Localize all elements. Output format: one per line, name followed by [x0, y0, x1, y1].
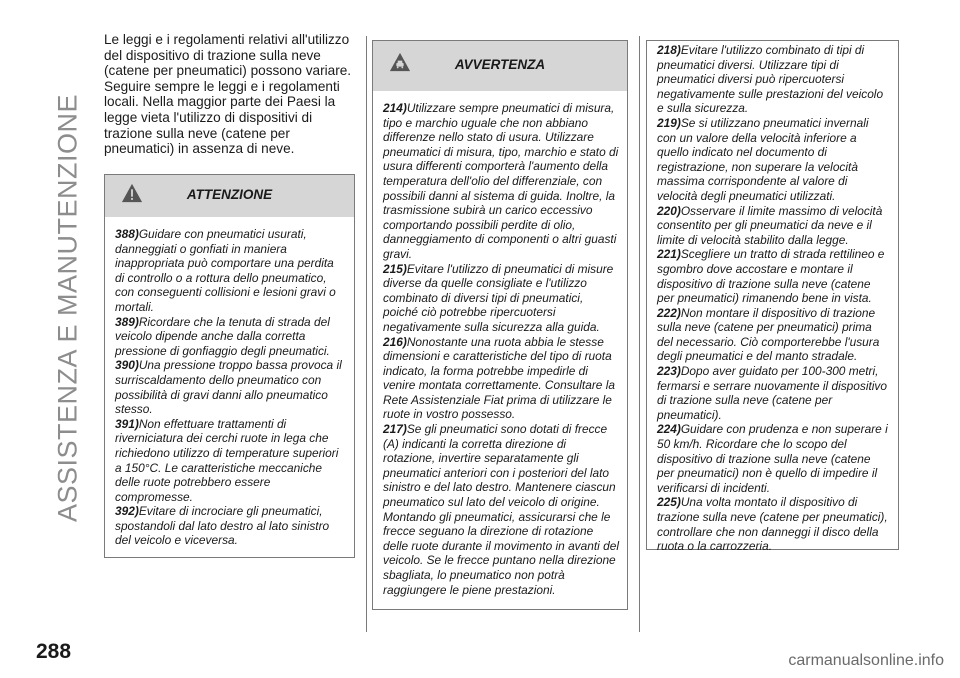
note-number: 215) — [383, 261, 407, 276]
column-divider-right — [639, 36, 640, 632]
avvertenza-box — [372, 40, 628, 610]
note-number: 220) — [657, 203, 681, 218]
note-item — [115, 227, 346, 315]
note-number: 216) — [383, 334, 407, 349]
avvertenza-title: AVVERTENZA — [454, 57, 546, 72]
note-item — [115, 504, 346, 548]
avvertenza-header — [373, 41, 627, 91]
page-number: 288 — [36, 640, 72, 663]
note-number: 221) — [657, 247, 681, 262]
note-item — [657, 204, 890, 248]
note-text: Non effettuare trattamenti di riverniciatura dei cerchi ruote in lega che richiedono utilizzo di temperature superiori a 150°C. Le caratteristiche meccaniche delle ruote potrebbero essere compromesse. — [115, 416, 339, 504]
note-number: 222) — [657, 305, 681, 320]
note-number: 219) — [657, 115, 681, 130]
note-number: 388) — [115, 227, 139, 241]
intro-paragraph: Le leggi e i regolamenti relativi all'utilizzo del dispositivo di trazione sulla neve (catene per pneumatici) possono variare. Seguire sempre le leggi e i regolamenti locali. Nella maggior parte dei Paesi la legge vieta l'utilizzo di dispositivi di trazione sulla neve (catene per pneumatici) in assenza di neve. — [104, 32, 352, 157]
note-item — [657, 306, 890, 364]
note-number: 224) — [657, 422, 681, 437]
note-text: Scegliere un tratto di strada rettilineo e sgombro dove accostare e montare il dispositivo di trazione sulla neve (catene per pneumatici) rimanendo bene in vista. — [657, 247, 885, 306]
attenzione-header — [105, 175, 354, 217]
attenzione-title: ATTENZIONE — [186, 187, 273, 202]
note-text: Ricordare che la tenuta di strada del veicolo dipende anche dalla corretta pressione di gonfiaggio degli pneumatici. — [115, 314, 330, 358]
note-item — [383, 262, 619, 335]
note-item — [383, 335, 619, 423]
note-text: Utilizzare sempre pneumatici di misura, tipo e marchio uguale che non abbiano differenze nello stato di usura. Utilizzare pneumatici di misura, tipo, marchio e stato di usura differenti comporterà l'aumento della temperatura dell'olio del differenziale, con possibili danni al sistema di guida. Inoltre, la trasmissione subirà un carico eccessivo comportando possibili perdite di olio, danneggiamento di componenti o altri guasti gravi. — [383, 101, 619, 261]
avvertenza-continued-body — [647, 41, 898, 560]
note-item — [657, 247, 890, 305]
note-text: Una pressione troppo bassa provoca il surriscaldamento dello pneumatico con possibilità di gravi danni allo pneumatico stesso. — [115, 358, 342, 417]
note-item — [383, 101, 619, 262]
note-number: 214) — [383, 101, 407, 115]
note-item — [383, 422, 619, 597]
note-text: Guidare con pneumatici usurati, danneggiati o gonfiati in maniera inappropriata può comportare una perdita di controllo o a rottura dello pneumatico, con conseguenti collisioni e lesioni gravi o mortali. — [115, 227, 336, 314]
avvertenza-continued-box — [646, 40, 899, 554]
note-text: Guidare con prudenza e non superare i 50 km/h. Ricordare che lo scopo del dispositivo di trazione sulla neve (catene per pneumatici) non è quello di impedire il verificarsi di incidenti. — [657, 422, 888, 495]
note-text: Evitare di incrociare gli pneumatici, spostandoli dal lato destro al lato sinistro del veicolo e viceversa. — [115, 504, 330, 548]
note-item — [657, 495, 890, 553]
note-text: Una volta montato il dispositivo di trazione sulla neve (catene per pneumatici), controllare che non danneggi il disco della ruota o la carrozzeria. — [657, 495, 888, 554]
note-text: Non montare il dispositivo di trazione sulla neve (catene per pneumatici) prima del necessario. Ciò comporterebbe l'usura degli pneumatici e del manto stradale. — [657, 305, 880, 364]
note-item — [657, 43, 890, 116]
note-text: Se si utilizzano pneumatici invernali con un valore della velocità inferiore a quello indicato nel documento di registrazione, non superare la velocità massima corrispondente al valore di velocità degli pneumatici utilizzati. — [657, 115, 869, 203]
note-text: Evitare l'utilizzo di pneumatici di misure diverse da quelle consigliate e l'utilizzo combinato di diversi tipi di pneumatici, poiché ciò potrebbe ripercuotersi negativamente sulla sicurezza alla guida. — [383, 261, 614, 334]
note-item — [115, 358, 346, 416]
note-text: Se gli pneumatici sono dotati di frecce (A) indicanti la corretta direzione di rotazione, invertire separatamente gli pneumatici anteriori con i posteriori del lato sinistro e del lato destro. Mantenere ciascun pneumatico sul lato del veicolo di origine. Montando gli pneumatici, assicurarsi che le frecce seguano la direzione di rotazione delle ruote durante il movimento in avanti del veicolo. Se le frecce puntano nella direzione sbagliata, lo pneumatico non potrà raggiungere le piene prestazioni. — [383, 422, 619, 597]
note-text: Dopo aver guidato per 100-300 metri, fermarsi e serrare nuovamente il dispositivo di trazione sulla neve (catene per pneumatici). — [657, 364, 887, 422]
note-text: Evitare l'utilizzo combinato di tipi di pneumatici diversi. Utilizzare tipi di pneumatici diversi può ripercuotersi negativamente sulle prestazioni del veicolo e sulla sicurezza. — [657, 43, 884, 116]
avvertenza-body — [373, 91, 627, 603]
note-text: Nonostante una ruota abbia le stesse dimensioni e caratteristiche del tipo di ruota indicato, la forma potrebbe impedirle di venire montata correttamente. Consultare la Rete Assistenziale Fiat prima di utilizzare le ruote in vostro possesso. — [383, 334, 615, 422]
note-item — [657, 364, 890, 422]
note-number: 391) — [115, 416, 139, 431]
watermark: carmanualsonline.info — [788, 652, 944, 669]
note-number: 390) — [115, 358, 139, 373]
note-number: 218) — [657, 43, 681, 57]
note-number: 217) — [383, 422, 407, 437]
note-number: 392) — [115, 504, 139, 519]
note-item — [115, 315, 346, 359]
note-item — [657, 116, 890, 204]
note-item — [115, 417, 346, 505]
note-text: Osservare il limite massimo di velocità consentito per gli pneumatici da neve e il limite di velocità stabilito dalla legge. — [657, 203, 883, 247]
note-number: 389) — [115, 314, 139, 329]
note-number: 225) — [657, 495, 681, 510]
note-item — [657, 422, 890, 495]
section-tab — [52, 30, 84, 585]
section-title: ASSISTENZA E MANUTENZIONE — [52, 93, 83, 522]
note-number: 223) — [657, 364, 681, 379]
column-divider-left — [366, 36, 367, 632]
attenzione-box — [104, 174, 355, 558]
attenzione-body — [105, 217, 354, 554]
